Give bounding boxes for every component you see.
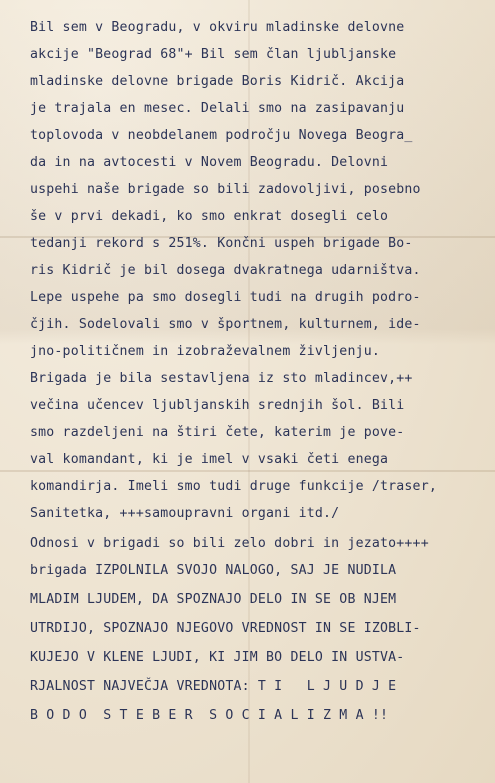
text-line: Sanitetka, +++samoupravni organi itd./ [30, 506, 340, 521]
text-line: toplovoda v neobdelanem področju Novega Beogra_ [30, 128, 413, 143]
text-line: val komandant, ki je imel v vsaki četi enega [30, 452, 389, 467]
text-line: Brigada je bila sestavljena iz sto mladincev,++ [30, 371, 413, 386]
text-line: uspehi naše brigade so bili zadovoljivi, posebno [30, 182, 421, 197]
text-line: KUJEJO V KLENE LJUDI, KI JIM BO DELO IN USTVA- [30, 650, 405, 665]
text-line: jno-političnem in izobraževalnem življenju. [30, 344, 381, 359]
text-line: tedanji rekord s 251%. Končni uspeh brigade Bo- [30, 236, 413, 251]
text-line: smo razdeljeni na štiri čete, katerim je pove- [30, 425, 405, 440]
text-line: MLADIM LJUDEM, DA SPOZNAJO DELO IN SE OB NJEM [30, 592, 397, 607]
text-line: ris Kidrič je bil dosega dvakratnega udarništva. [30, 263, 421, 278]
text-line: da in na avtocesti v Novem Beogradu. Delovni [30, 155, 389, 170]
text-line: B O D O S T E B E R S O C I A L I Z M A !! [30, 708, 389, 723]
text-line: še v prvi dekadi, ko smo enkrat dosegli celo [30, 209, 389, 224]
text-line: mladinske delovne brigade Boris Kidrič. Akcija [30, 74, 405, 89]
text-line: je trajala en mesec. Delali smo na zasipavanju [30, 101, 405, 116]
text-line: UTRDIJO, SPOZNAJO NJEGOVO VREDNOST IN SE IZOBLI- [30, 621, 421, 636]
text-line: večina učencev ljubljanskih srednjih šol. Bili [30, 398, 405, 413]
text-line: čjih. Sodelovali smo v športnem, kulturnem, ide- [30, 317, 421, 332]
text-line: komandirja. Imeli smo tudi druge funkcije /traser, [30, 479, 437, 494]
text-line: Lepe uspehe pa smo dosegli tudi na drugih podro- [30, 290, 421, 305]
text-line: akcije "Beograd 68"+ Bil sem član ljubljanske [30, 47, 397, 62]
text-line: Bil sem v Beogradu, v okviru mladinske delovne [30, 20, 405, 35]
text-line: brigada IZPOLNILA SVOJO NALOGO, SAJ JE NUDILA [30, 563, 397, 578]
text-line: Odnosi v brigadi so bili zelo dobri in jezato++++ [30, 536, 429, 551]
text-line: RJALNOST NAJVEČJA VREDNOTA: T I L J U D J E [30, 679, 397, 694]
